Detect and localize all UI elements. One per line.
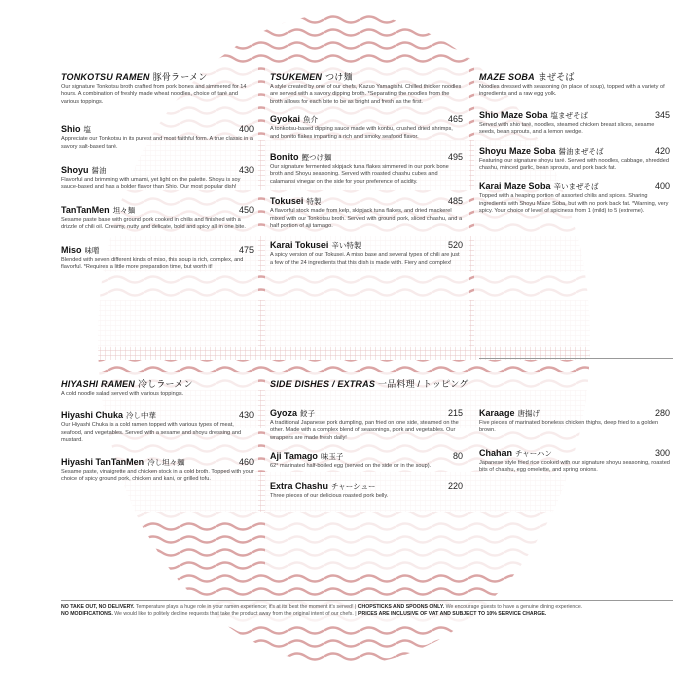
menu-item bbox=[61, 410, 254, 444]
item-description: Featuring our signature shoyu taré. Served with noodles, cabbage, shredded chashu, minced garlic, bean sprouts, and pork back fat. bbox=[479, 157, 669, 172]
item-price: 215 bbox=[447, 408, 463, 418]
menu-item bbox=[479, 181, 670, 215]
item-price: 485 bbox=[447, 196, 463, 207]
item-description: A traditional Japanese pork dumpling, pan fried on one side, steamed on the other. Made with a complex blend of seasonings, pork and vegetables. Our wrappers are made fresh daily! bbox=[270, 420, 459, 441]
section-title-jp: 冷しラーメン bbox=[137, 379, 193, 389]
menu-item bbox=[270, 152, 463, 186]
section-title-jp: 一品料理 / トッピング bbox=[378, 379, 469, 389]
item-name: Shoyu Maze Soba bbox=[479, 145, 556, 156]
menu-item bbox=[61, 165, 254, 192]
item-price: 300 bbox=[654, 447, 670, 458]
item-description: Served with shio taré, noodles, steamed chicken breast slices, sesame seeds, bean sprouts, and a lemon wedge. bbox=[479, 121, 655, 136]
item-price: 400 bbox=[238, 124, 254, 135]
section-description: A cold noodle salad served with various toppings. bbox=[61, 391, 184, 397]
menu-item bbox=[61, 205, 254, 232]
item-price: 430 bbox=[238, 410, 254, 421]
item-price: 420 bbox=[654, 145, 670, 156]
menu-item bbox=[61, 245, 254, 272]
item-name: Hiyashi Chuka bbox=[61, 410, 124, 421]
item-name: Hiyashi TanTanMen bbox=[61, 456, 145, 467]
item-price: 430 bbox=[238, 165, 254, 176]
section-divider bbox=[479, 358, 673, 359]
item-name: Gyoza bbox=[270, 408, 298, 418]
menu-item bbox=[270, 114, 463, 141]
item-name: Aji Tamago bbox=[270, 451, 318, 462]
item-price: 80 bbox=[452, 451, 463, 462]
item-name: Karai Maze Soba bbox=[479, 181, 551, 192]
item-price: 345 bbox=[654, 109, 670, 120]
footer-notice-text: Temperature plays a huge role in your ramen experience; it's at its best the moment it's served! | bbox=[135, 604, 357, 610]
item-description: A tonkotsu-based dipping sauce made with konbu, crushed dried shrimps, and bonito flakes imparting a rich and smoky seafood flavor. bbox=[270, 126, 453, 140]
menu-item bbox=[479, 408, 670, 435]
menu-item bbox=[479, 448, 670, 475]
item-price: 280 bbox=[654, 408, 670, 418]
item-name-jp: 辛い特製 bbox=[331, 241, 362, 251]
item-price: 465 bbox=[447, 114, 463, 125]
section-title-en: MAZE SOBA bbox=[479, 72, 535, 82]
footer-line-2 bbox=[61, 611, 673, 618]
item-price: 495 bbox=[447, 152, 463, 163]
section-title bbox=[270, 377, 673, 390]
item-name: Tokusei bbox=[270, 196, 304, 207]
item-name-jp: 冷し坦々麺 bbox=[147, 457, 185, 467]
section-title-jp: つけ麺 bbox=[325, 72, 353, 82]
item-name-jp: 坦々麺 bbox=[112, 205, 136, 215]
item-name-jp: 醤油まぜそば bbox=[558, 146, 604, 156]
item-description: A spicy version of our Tokusei. A miso base and several types of chili are just a few of the 24 ingredients that this dish is made with. Fiery and complex! bbox=[270, 252, 460, 266]
section-description: A style created by one of our chefs, Kazuo Yamagishi. Chilled thicker noodles are served with a savory dipping broth. *Separating the noodles from the broth allows for each bite to be as bright and fresh as the first. bbox=[270, 84, 462, 105]
item-name-jp: 醤油 bbox=[91, 166, 107, 176]
item-description: Five pieces of marinated boneless chicken thighs, deep fried to a golden brown. bbox=[479, 420, 659, 434]
tonkotsu-section bbox=[61, 70, 254, 271]
item-name-jp: チャーハン bbox=[515, 448, 552, 458]
menu-item bbox=[270, 481, 463, 500]
item-price: 450 bbox=[238, 204, 254, 215]
menu-item bbox=[61, 124, 254, 151]
item-description: 62° marinated half-boiled egg (served on the side or in the soup). bbox=[270, 463, 432, 470]
item-name-jp: 味玉子 bbox=[320, 452, 344, 462]
item-name: Karaage bbox=[479, 408, 515, 418]
item-name-jp: 辛いまぜそば bbox=[553, 182, 599, 192]
item-description: Sesame paste, vinaigrette and chicken stock in a cold broth. Topped with your choice of spicy ground pork, chicken and kani, or grilled tofu. bbox=[61, 468, 254, 483]
section-description: Noodles dressed with seasoning (in place of soup), topped with a variety of ingredients and a raw egg yolk. bbox=[479, 84, 665, 98]
menu-item bbox=[479, 146, 670, 173]
section-description: Our signature Tonkotsu broth crafted from pork bones and simmered for 14 hours. A combination of freshly made wheat noodles, choice of taré and various toppings. bbox=[61, 84, 247, 105]
footer-notice-bold: NO MODIFICATIONS. bbox=[61, 611, 113, 618]
item-description: Japanese style fried rice cooked with our signature shoyu seasoning, roasted bits of chashu, egg omelette, and spring onions. bbox=[479, 459, 670, 474]
menu-item bbox=[479, 110, 670, 137]
hiyashi-section bbox=[61, 377, 254, 483]
item-price: 475 bbox=[238, 244, 254, 255]
item-name: Chahan bbox=[479, 447, 513, 458]
side-dishes-section bbox=[270, 377, 673, 390]
section-title-en: TSUKEMEN bbox=[270, 72, 323, 82]
item-name-jp: 魚介 bbox=[303, 115, 319, 125]
section-title bbox=[61, 377, 254, 390]
section-title-en: HIYASHI RAMEN bbox=[61, 379, 135, 389]
item-description: A flavorful stock made from kelp, skipjack tuna flakes, and dried mackerel mixed with our Tonkotsu broth. Served with ground pork, sliced chashu, and a half portion of aji tamago. bbox=[270, 208, 463, 230]
item-name: Shio bbox=[61, 124, 81, 135]
item-name: Bonito bbox=[270, 152, 299, 163]
item-name-jp: 鰹つけ麺 bbox=[301, 153, 332, 163]
item-name-jp: 冷し中華 bbox=[126, 411, 157, 421]
menu-item bbox=[61, 457, 254, 484]
item-description: Our signature fermented skipjack tuna flakes simmered in our pork bone broth and Shoyu seasoning. Served with roasted chashu cubes and calamansi vinegar on the side for your preference of acidity. bbox=[270, 164, 449, 185]
item-description: Blended with seven different kinds of miso, this soup is rich, complex, and flavorful. *Requires a little more preparation time, but worth it! bbox=[61, 256, 244, 271]
item-description: Appreciate our Tonkotsu in its purest and most faithful form. A true classic in a savory salt-based taré. bbox=[61, 136, 254, 150]
section-title-en: TONKOTSU RAMEN bbox=[61, 72, 150, 82]
section-title-en: SIDE DISHES / EXTRAS bbox=[270, 379, 376, 389]
item-price: 220 bbox=[447, 480, 463, 491]
item-name-jp: 塩まぜそば bbox=[550, 110, 589, 120]
menu-item bbox=[270, 408, 463, 442]
footer-notice-bold: CHOPSTICKS AND SPOONS ONLY. bbox=[357, 604, 445, 610]
section-title bbox=[61, 70, 254, 83]
footer-divider bbox=[61, 600, 673, 601]
side-dishes-left bbox=[270, 396, 463, 500]
footer-line-1 bbox=[61, 604, 673, 611]
menu-item bbox=[270, 451, 463, 470]
footer-notice-text: We encourage guests to have a genuine dining experience. bbox=[445, 604, 583, 610]
item-description: Three pieces of our delicious roasted pork belly. bbox=[270, 492, 389, 499]
section-title-jp: 豚骨ラーメン bbox=[152, 72, 208, 82]
item-name-jp: 味噌 bbox=[84, 245, 100, 255]
maze-soba-section bbox=[479, 70, 670, 216]
section-title bbox=[479, 70, 670, 83]
item-description: Our Hiyashi Chuka is a cold ramen topped with various types of meat, seafood, and vegetables. Served with a sesame and shoyu dressing and mustard. bbox=[61, 422, 242, 444]
item-name-jp: 餃子 bbox=[300, 409, 316, 418]
item-name-jp: 塩 bbox=[83, 125, 91, 135]
item-price: 520 bbox=[447, 240, 463, 251]
section-title bbox=[270, 70, 463, 83]
item-price: 460 bbox=[238, 456, 254, 467]
footer-notes bbox=[61, 604, 673, 619]
item-name: Karai Tokusei bbox=[270, 240, 329, 251]
tsukemen-section bbox=[270, 70, 463, 267]
item-name: Miso bbox=[61, 244, 82, 255]
item-name-jp: 唐揚げ bbox=[517, 409, 541, 418]
footer-notice-text: We would like to politely decline requests that take the product away from the original intent of our chefs. | bbox=[114, 611, 357, 618]
item-name-jp: 特製 bbox=[306, 197, 322, 207]
item-name: TanTanMen bbox=[61, 204, 110, 215]
section-title-jp: まぜそば bbox=[537, 72, 575, 82]
item-description: Topped with a heaping portion of assorted chilis and spices. Sharing ingredients with Shoyu Maze Soba, but with no pork back fat. *Warning, very spicy. Your choice of level of spiciness from 1 (mild) to 5 (extreme). bbox=[479, 193, 669, 215]
item-name: Shio Maze Soba bbox=[479, 109, 548, 120]
item-name: Shoyu bbox=[61, 165, 89, 176]
item-description: Flavorful and brimming with umami, yet light on the palette. Shoyu is soy sauce-based and has a bolder flavor than Shio. Our most popular dish! bbox=[61, 177, 241, 191]
menu-item bbox=[270, 240, 463, 267]
item-name-jp: チャーシュー bbox=[331, 481, 376, 491]
footer-notice-bold: PRICES ARE INCLUSIVE OF VAT AND SUBJECT TO 10% SERVICE CHARGE. bbox=[358, 611, 547, 618]
side-dishes-right bbox=[479, 396, 670, 475]
item-price: 400 bbox=[654, 181, 670, 192]
menu-item bbox=[270, 196, 463, 230]
item-description: Sesame paste base with ground pork cooked in chilis and finished with a drizzle of chili oil. Creamy, nutty and delicate, bold and spicy all in one bite. bbox=[61, 216, 246, 231]
footer-notice-bold: NO TAKE OUT, NO DELIVERY. bbox=[61, 604, 135, 610]
item-name: Extra Chashu bbox=[270, 480, 329, 491]
item-name: Gyokai bbox=[270, 114, 301, 125]
